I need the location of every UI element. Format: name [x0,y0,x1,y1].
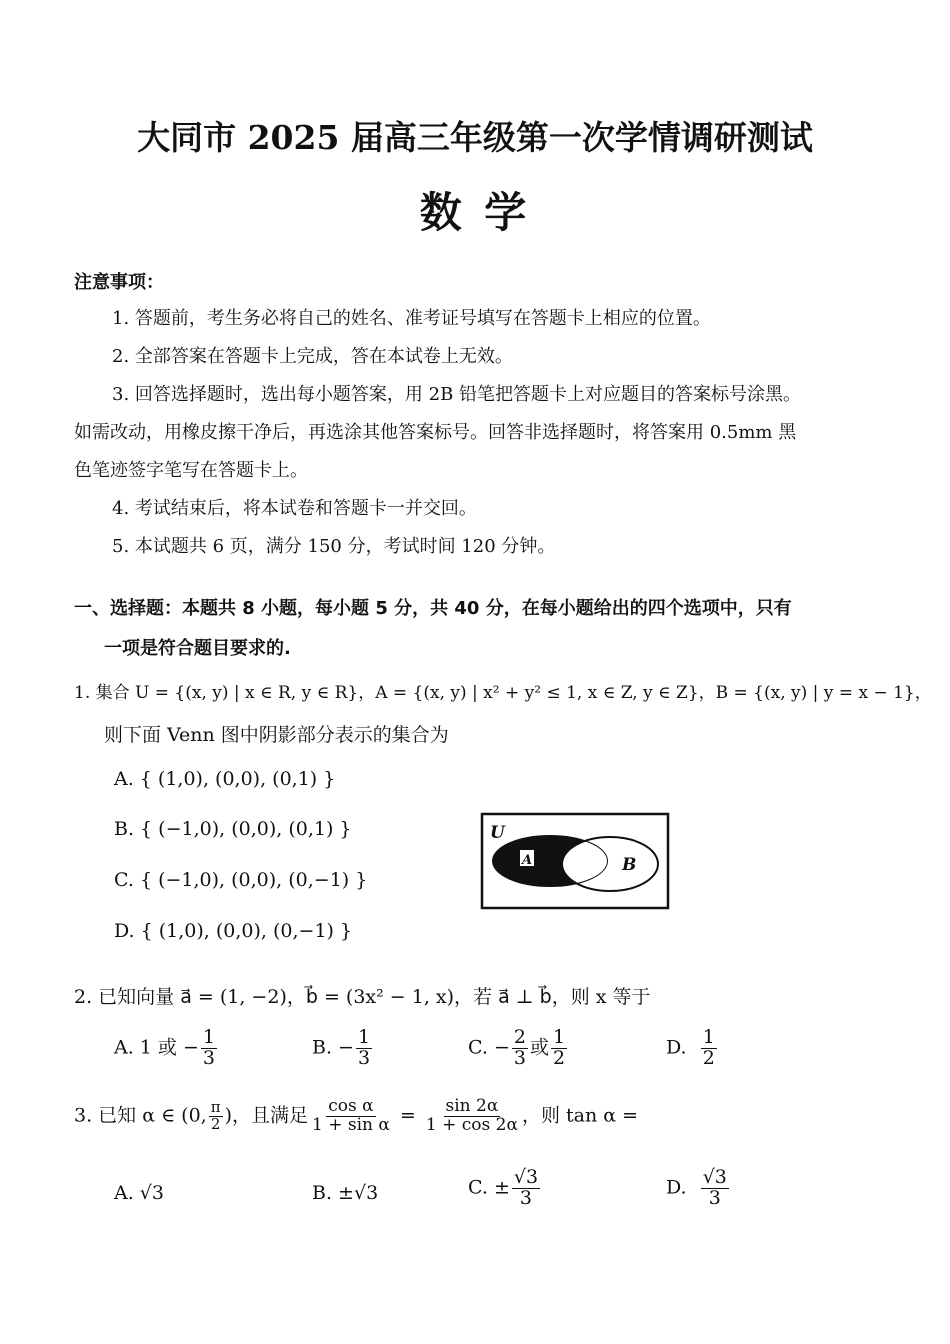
q3-stem-end: ，则 tan α = [521,1104,639,1127]
notice-heading: 注意事项： [74,272,164,293]
fraction [512,1028,528,1069]
denominator: 2 [210,1114,221,1133]
numerator: 2 [513,1026,526,1048]
q2-option-a [114,1028,219,1069]
q3-option-c [468,1168,542,1209]
notice-item-3-cont: 如需改动，用橡皮擦干净后，再选涂其他答案标号。回答非选择题时，将答案用 0.5mm 黑 [74,422,797,443]
q1-stem-2: 则下面 Venn 图中阴影部分表示的集合为 [104,724,449,746]
section-heading-cont: 一项是符合题目要求的. [104,638,291,659]
q1-option-d: D. { (1,0), (0,0), (0,−1) } [114,920,353,942]
fraction [310,1098,392,1135]
q3-option-d [666,1168,731,1209]
notice-item-1: 1. 答题前，考生务必将自己的姓名、准考证号填写在答题卡上相应的位置。 [112,308,711,329]
denominator: 1 + cos 2α [425,1114,518,1135]
q1-option-b: B. { (−1,0), (0,0), (0,1) } [114,818,352,840]
denominator: 2 [702,1046,715,1069]
denominator: 3 [202,1046,215,1069]
q2-option-b-prefix: B. − [312,1036,354,1059]
fraction [512,1168,540,1209]
denominator: 3 [357,1046,371,1069]
q1-option-a: A. { (1,0), (0,0), (0,1) } [114,768,336,790]
numerator: √3 [702,1166,727,1188]
q2-option-b [312,1028,374,1069]
q3-option-a: A. √3 [114,1182,164,1204]
venn-label-a: A [522,853,533,868]
notice-item-3: 3. 回答选择题时，选出每小题答案，用 2B 铅笔把答题卡上对应题目的答案标号涂黑。 [112,384,802,405]
notice-item-3-cont2: 色笔迹签字笔写在答题卡上。 [74,460,308,481]
q3-option-b: B. ±√3 [312,1182,379,1204]
numerator: π [210,1098,221,1117]
denominator: 3 [519,1186,532,1209]
q1-option-c: C. { (−1,0), (0,0), (0,−1) } [114,869,368,891]
numerator: 1 [552,1026,566,1048]
q3-stem-mid: )，且满足 [224,1104,309,1127]
exam-title: 大同市 2025 届高三年级第一次学情调研测试 [137,118,813,157]
or-text: 或 [529,1036,549,1059]
fraction [356,1028,372,1069]
section-heading: 一、选择题：本题共 8 小题，每小题 5 分，共 40 分，在每小题给出的四个选项中，只有 [74,598,792,619]
venn-diagram [480,812,672,916]
denominator: 1 + sin α [312,1114,390,1135]
denominator: 3 [513,1046,526,1069]
q3-option-c-prefix: C. ± [468,1176,510,1199]
numerator: sin 2α [445,1096,499,1116]
q2-option-c [468,1028,569,1069]
notice-item-5: 5. 本试题共 6 页，满分 150 分，考试时间 120 分钟。 [112,536,556,557]
fraction [201,1028,217,1069]
q3-option-d-prefix: D. [666,1176,687,1199]
q2-stem: 2. 已知向量 a⃗ = (1, −2)，b⃗ = (3x² − 1, x)，若 a⃗ ⊥ b⃗，则 x 等于 [74,986,651,1008]
q3-stem-prefix: 3. 已知 α ∈ (0, [74,1104,207,1127]
numerator: 1 [357,1026,371,1048]
fraction [424,1098,520,1135]
venn-label-u: U [490,823,505,843]
q2-option-d-prefix: D. [666,1036,687,1059]
q2-option-a-prefix: A. 1 或 − [114,1036,199,1059]
numerator: 1 [702,1026,715,1048]
fraction [701,1028,717,1069]
denominator: 2 [552,1046,566,1069]
venn-figure [480,812,672,912]
notice-item-4: 4. 考试结束后，将本试卷和答题卡一并交回。 [112,498,477,519]
q3-stem: 3. 已知 α ∈ (0, $\frac{\pi}{2}$ )，且满足 $\frac{\text{cos α}}{\text{1 + sin α}}$ = $\frac{\sin 2\alpha}{1 + \cos 2\alpha}$ ，则 tan α = [74,1096,639,1135]
q2-option-c-prefix: C. − [468,1036,510,1059]
venn-label-b: B [622,855,637,875]
numerator: 1 [202,1026,215,1048]
fraction [551,1028,567,1069]
q1-stem: 1. 集合 U = {(x, y) | x ∈ R, y ∈ R}，A = {(x, y) | x² + y² ≤ 1, x ∈ Z, y ∈ Z}，B = {(x, y) | y = x − 1}， [74,683,932,703]
numerator: cos α [328,1096,374,1116]
fraction [209,1100,223,1133]
fraction [701,1168,729,1209]
notice-item-2: 2. 全部答案在答题卡上完成，答在本试卷上无效。 [112,346,513,367]
numerator: √3 [513,1166,539,1188]
denominator: 3 [708,1186,721,1209]
subject-title: 数 学 [419,188,531,237]
q2-option-d [666,1028,719,1069]
